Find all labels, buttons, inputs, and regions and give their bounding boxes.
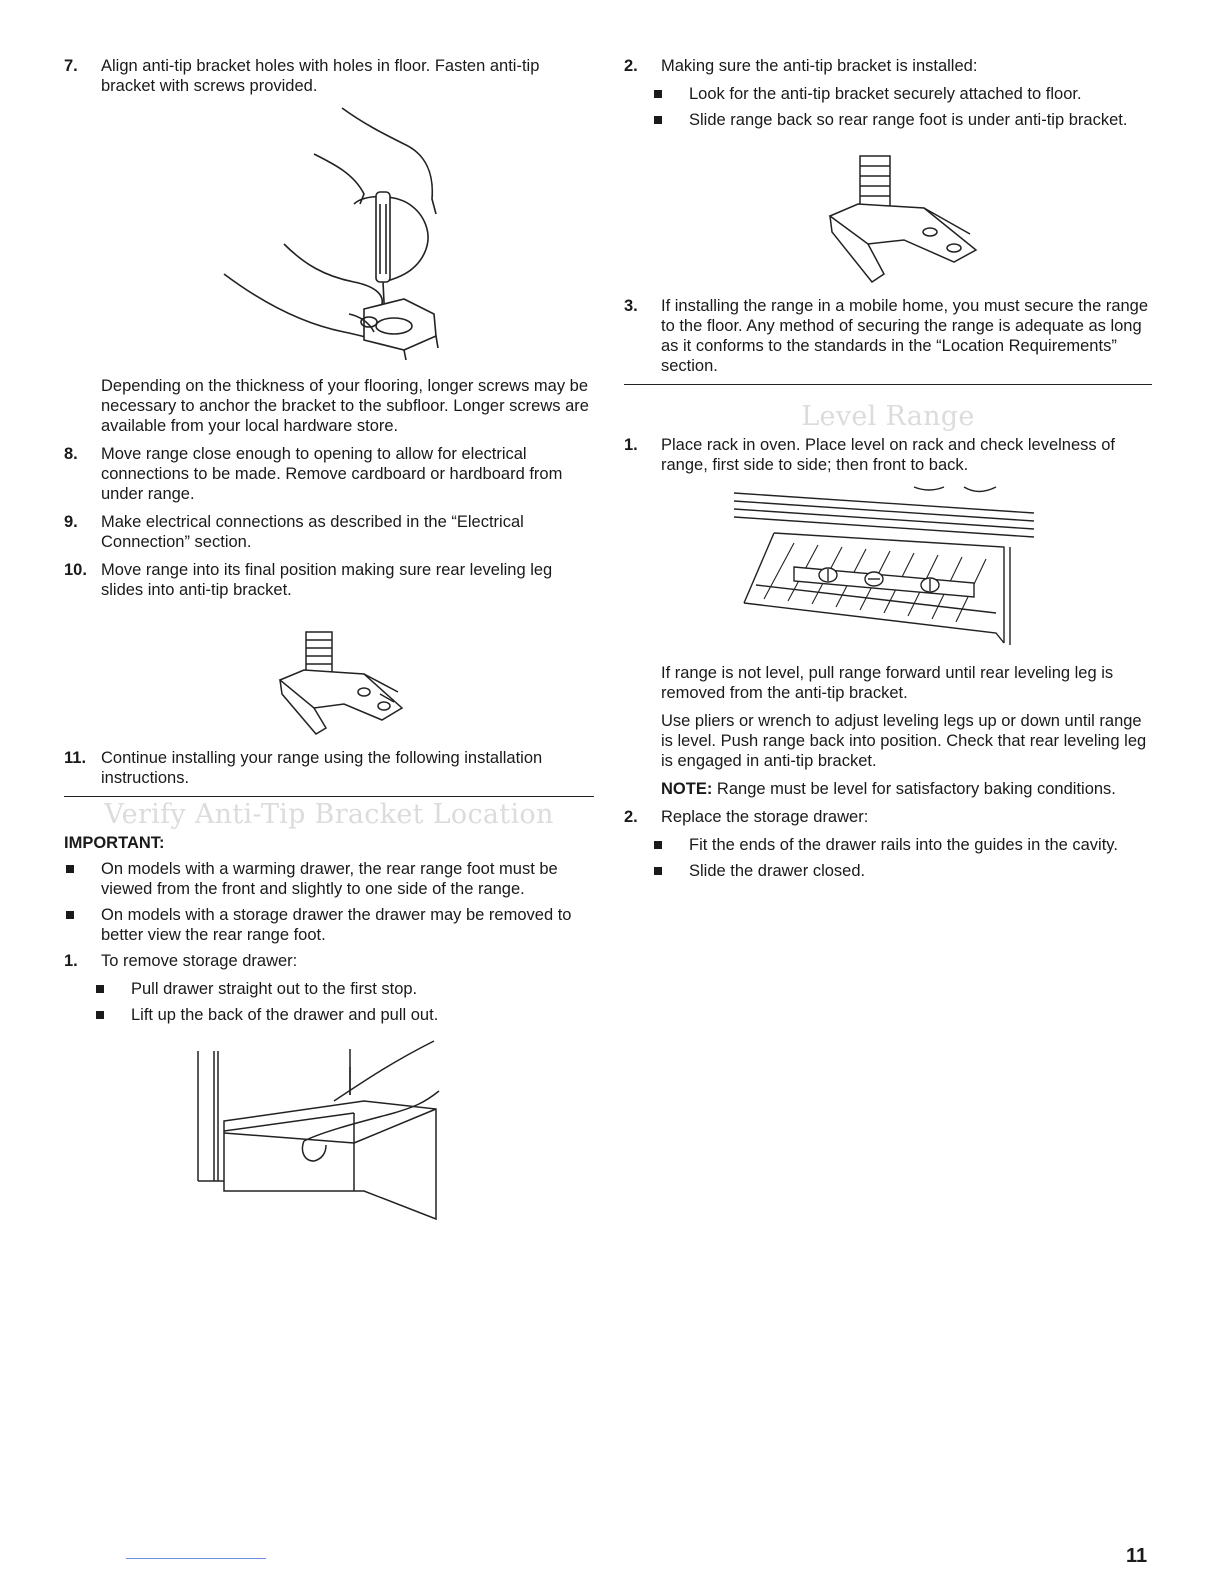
- bullet-text: Slide range back so rear range foot is under anti-tip bracket.: [689, 111, 1128, 129]
- screwdriver-bracket-illustration: [64, 104, 594, 376]
- pliers-text: Use pliers or wrench to adjust leveling legs up or down until range is level. Push range back into position. Check that rear leveling leg is engaged in anti-tip bracket.: [661, 712, 1147, 770]
- step-number: 7.: [64, 57, 78, 75]
- replace-bullet: [652, 861, 1152, 881]
- bullet-icon: [96, 1011, 104, 1019]
- step-text: Move range into its final position making sure rear leveling leg slides into anti-tip bracket.: [101, 561, 553, 599]
- bullet-icon: [66, 911, 74, 919]
- step-number: 11.: [64, 749, 87, 767]
- step-10: [64, 560, 594, 600]
- bullet-text: Look for the anti-tip bracket securely attached to floor.: [689, 85, 1082, 103]
- step-text: Making sure the anti-tip bracket is installed:: [661, 57, 978, 75]
- step-number: 1.: [64, 952, 78, 970]
- replace-bullet: [652, 835, 1152, 855]
- step-11: [64, 748, 594, 788]
- step-9: [64, 512, 594, 552]
- verify-section-heading: Verify Anti-Tip Bracket Location: [104, 799, 554, 830]
- rear-foot-bracket-illustration: [624, 136, 1152, 296]
- step-number: 1.: [624, 436, 638, 454]
- bullet-text: On models with a warming drawer, the rear range foot must be viewed from the front and slightly to one side of the range.: [101, 860, 558, 898]
- bullet-text: Lift up the back of the drawer and pull out.: [131, 1006, 439, 1024]
- not-level-text: If range is not level, pull range forward until rear leveling leg is removed from the anti-tip bracket.: [661, 664, 1114, 702]
- step-number: 3.: [624, 297, 638, 315]
- left-column: [64, 56, 594, 1231]
- remove-bullet: [94, 1005, 594, 1025]
- bullet-icon: [654, 867, 662, 875]
- step-7: [64, 56, 594, 96]
- step-2: [624, 56, 1152, 76]
- footer-line: [126, 1558, 266, 1559]
- right-column: [624, 56, 1152, 887]
- step-3: [624, 296, 1152, 376]
- bullet-text: Pull drawer straight out to the first stop.: [131, 980, 418, 998]
- section-divider: [624, 384, 1152, 385]
- note-text: Range must be level for satisfactory baking conditions.: [712, 780, 1116, 798]
- bullet-text: Slide the drawer closed.: [689, 862, 866, 880]
- step2-bullet: [652, 110, 1152, 130]
- step-text: Move range close enough to opening to allow for electrical connections to be made. Remove cardboard or hardboard from under range.: [101, 445, 563, 503]
- note: [624, 779, 1152, 799]
- step-text: Replace the storage drawer:: [661, 808, 869, 826]
- replace-drawer-step: [624, 807, 1152, 827]
- bullet-icon: [654, 841, 662, 849]
- note-label: NOTE:: [661, 780, 713, 798]
- step-text: To remove storage drawer:: [101, 952, 298, 970]
- step-number: 8.: [64, 445, 78, 463]
- step-number: 10.: [64, 561, 87, 579]
- remove-bullet: [94, 979, 594, 999]
- step-number: 2.: [624, 808, 638, 826]
- important-label: IMPORTANT:: [64, 834, 165, 852]
- bullet-icon: [96, 985, 104, 993]
- storage-drawer-illustration: [64, 1031, 594, 1231]
- step-number: 2.: [624, 57, 638, 75]
- step-8: [64, 444, 594, 504]
- remove-drawer-step: [64, 951, 594, 971]
- bullet-icon: [654, 116, 662, 124]
- page-number: 11: [1126, 1545, 1148, 1567]
- leveling-leg-bracket-illustration: [64, 608, 594, 748]
- bullet-icon: [654, 90, 662, 98]
- bullet-text: Fit the ends of the drawer rails into the guides in the cavity.: [689, 836, 1118, 854]
- bullet-icon: [66, 865, 74, 873]
- step-text: Place rack in oven. Place level on rack and check levelness of range, first side to side; then front to back.: [661, 436, 1115, 474]
- step-text: If installing the range in a mobile home, you must secure the range to the floor. Any method of securing the range is adequate as long as it conforms to the standards in the “Location Requirements” section.: [661, 297, 1149, 375]
- level-range-heading: Level Range: [801, 401, 975, 432]
- bullet-text: On models with a storage drawer the drawer may be removed to better view the rear range foot.: [101, 906, 572, 944]
- step-text: Make electrical connections as described in the “Electrical Connection” section.: [101, 513, 524, 551]
- step-number: 9.: [64, 513, 78, 531]
- level-step-1: [624, 435, 1152, 475]
- oven-rack-level-illustration: [624, 483, 1152, 663]
- step2-bullet: [652, 84, 1152, 104]
- step-text: Continue installing your range using the following installation instructions.: [101, 749, 543, 787]
- flooring-note: Depending on the thickness of your flooring, longer screws may be necessary to anchor the bracket to the subfloor. Longer screws are available from your local hardware store.: [101, 377, 589, 435]
- step-text: Align anti-tip bracket holes with holes in floor. Fasten anti-tip bracket with screws provided.: [101, 57, 540, 95]
- important-bullet: [64, 859, 594, 899]
- important-bullet: [64, 905, 594, 945]
